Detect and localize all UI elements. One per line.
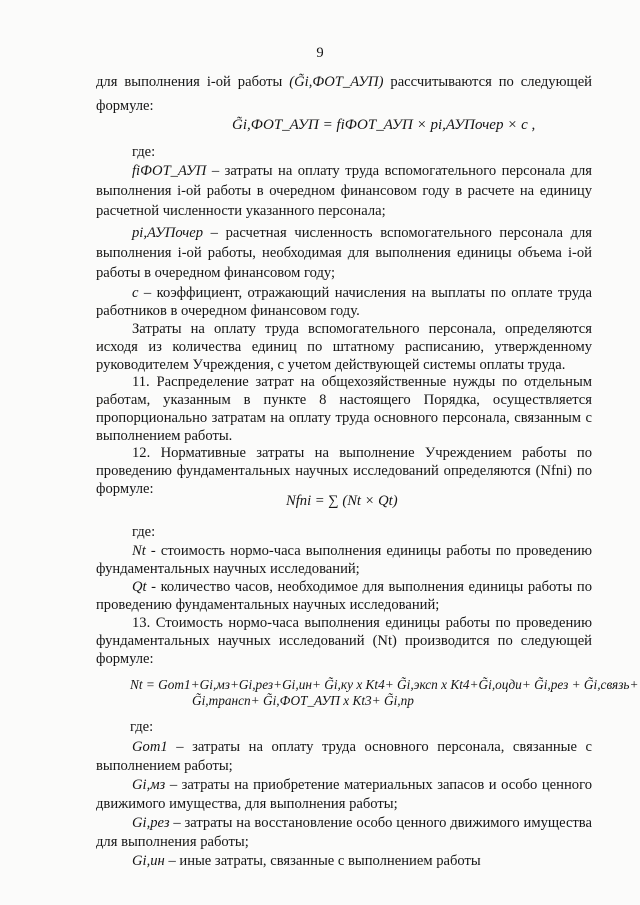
intro-line xyxy=(96,73,592,91)
definition-gin xyxy=(96,852,592,871)
definition-f xyxy=(96,161,592,221)
def-gin-text: – иные затраты, связанные с выполнением работы xyxy=(168,853,481,869)
def-c-text: – коэффициент, отражающий начисления на выплаты по оплате труда работников в очередном финансовом году. xyxy=(96,285,593,319)
definition-c xyxy=(96,284,592,320)
formula-3-line-2: G̃i,трансп+ G̃i,ФОТ_АУП x Kt3+ G̃i,пр xyxy=(192,693,414,708)
intro-symbol: (G̃i,ФОТ_АУП) xyxy=(289,74,384,90)
def-got1-symbol: Gот1 xyxy=(132,739,168,755)
formula-2: Nfni = ∑ (Nt × Qt) xyxy=(286,493,398,509)
definition-nt xyxy=(96,542,592,578)
definition-gmz xyxy=(96,776,592,814)
where-label-2: где: xyxy=(132,524,156,540)
def-gmz-symbol: Gi,мз xyxy=(132,777,166,793)
paragraph-costs: Затраты на оплату труда вспомогательного персонала, определяются исходя из количества единиц по штатному расписанию, утвержденному руководителем Учреждения, с учетом действующей системы оплаты труда. xyxy=(96,321,592,373)
def-qt-text: - количество часов, необходимое для выполнения единицы работы по проведению фундаментальных научных исследований; xyxy=(96,579,592,613)
def-gin-symbol: Gi,ин xyxy=(132,853,165,869)
def-f-text: – затраты на оплату труда вспомогательного персонала для выполнения i-ой работы в очередном финансовом году в расчете на единицу расчетной численности указанного персонала; xyxy=(96,163,592,219)
def-grez-symbol: Gi,рез xyxy=(132,815,170,831)
formula-3-line-1: Nt = Gот1+Gi,мз+Gi,рез+Gi,ин+ G̃i,ку x Kt4+ G̃i,эксп x Kt4+G̃i,оцди+ G̃i,рез + G̃i,связь+ xyxy=(130,677,639,692)
intro-text: для выполнения i-ой работы xyxy=(96,74,283,90)
def-qt-symbol: Qt xyxy=(132,579,147,595)
definition-p xyxy=(96,223,592,283)
where-label-1: где: xyxy=(132,144,156,160)
def-p-text: – расчетная численность вспомогательного персонала для выполнения i-ой работы, необходимая для выполнения единицы объема i-ой работы в очередном финансовом году; xyxy=(96,225,592,281)
intro-end: формуле: xyxy=(96,98,154,114)
definition-got1 xyxy=(96,738,592,776)
page-number: 9 xyxy=(316,45,324,61)
def-p-symbol: pi,АУПочер xyxy=(132,225,204,241)
def-c-symbol: c xyxy=(132,285,139,301)
definition-qt xyxy=(96,578,592,614)
formula-1: G̃i,ФОТ_АУП = fiФОТ_АУП × pi,АУПочер × c , xyxy=(232,117,536,133)
paragraph-12: 12. Нормативные затраты на выполнение Учреждением работы по проведению фундаментальных научных исследований определяются (Nfni) по формуле: xyxy=(96,445,592,497)
def-f-symbol: fiФОТ_АУП xyxy=(132,163,207,179)
def-nt-symbol: Nt xyxy=(132,543,146,559)
definition-grez xyxy=(96,814,592,852)
def-got1-text: – затраты на оплату труда основного персонала, связанные с выполнением работы; xyxy=(96,739,592,774)
paragraph-13: 13. Стоимость нормо-часа выполнения единицы работы по проведению фундаментальных научных исследований (Nt) производится по следующей формуле: xyxy=(96,615,592,667)
def-gmz-text: – затраты на приобретение материальных запасов и особо ценного движимого имущества, для выполнения работы; xyxy=(96,777,592,812)
where-label-3: где: xyxy=(130,719,154,735)
paragraph-11: 11. Распределение затрат на общехозяйственные нужды по отдельным работам, указанным в пункте 8 настоящего Порядка, осуществляется пропорционально затратам на оплату труда основного персонала, связанным с выполнением работы. xyxy=(96,374,592,444)
def-grez-text: – затраты на восстановление особо ценного движимого имущества для выполнения работы; xyxy=(96,815,592,850)
def-nt-text: - стоимость нормо-часа выполнения единицы работы по проведению фундаментальных научных исследований; xyxy=(96,543,592,577)
intro-rest: рассчитываются по следующей xyxy=(390,74,592,90)
